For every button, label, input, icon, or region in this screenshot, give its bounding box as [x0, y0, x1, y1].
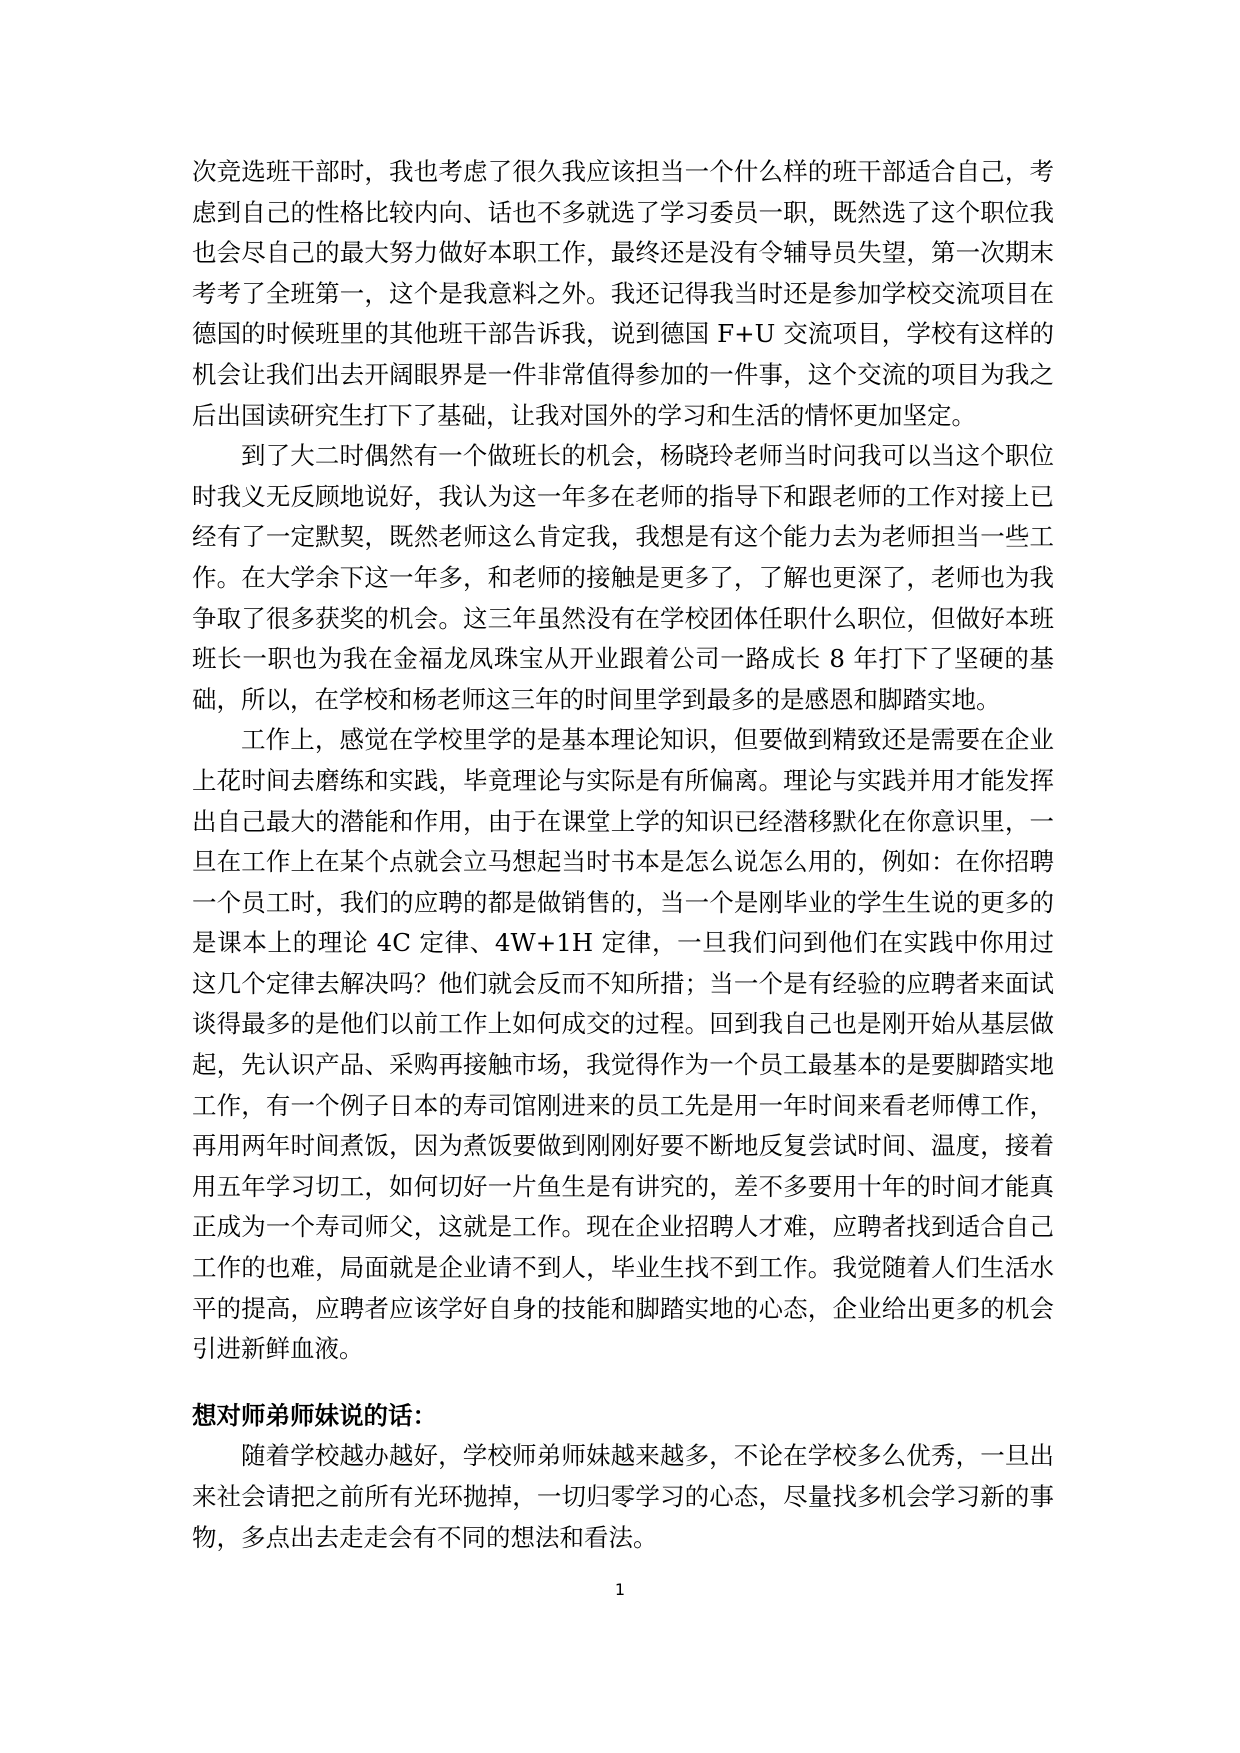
paragraph-class-monitor: 到了大二时偶然有一个做班长的机会，杨晓玲老师当时问我可以当这个职位时我义无反顾地说好，我认为这一年多在老师的指导下和跟老师的工作对接上已经有了一定默契，既然老师这么肯定我，我想是有这个能力去为老师担当一些工作。在大学余下这一年多，和老师的接触是更多了，了解也更深了，老师也为我争取了很多获奖的机会。这三年虽然没有在学校团体任职什么职位，但做好本班班长一职也为我在金福龙凤珠宝从开业跟着公司一路成长 8 年打下了坚硬的基础，所以，在学校和杨老师这三年的时间里学到最多的是感恩和脚踏实地。: [192, 441, 1054, 714]
page-number: 1: [614, 1580, 626, 1599]
section-heading: 想对师弟师妹说的话：: [192, 1400, 437, 1430]
document-body: [192, 152, 1054, 1558]
paragraph-advice: 随着学校越办越好，学校师弟师妹越来越多，不论在学校多么优秀，一旦出来社会请把之前所有光环抛掉，一切归零学习的心态，尽量找多机会学习新的事物，多点出去走走会有不同的想法和看法。: [192, 1441, 1054, 1552]
paragraph-work: 工作上，感觉在学校里学的是基本理论知识，但要做到精致还是需要在企业上花时间去磨练和实践，毕竟理论与实际是有所偏离。理论与实践并用才能发挥出自己最大的潜能和作用，由于在课堂上学的知识已经潜移默化在你意识里，一旦在工作上在某个点就会立马想起当时书本是怎么说怎么用的，例如：在你招聘一个员工时，我们的应聘的都是做销售的，当一个是刚毕业的学生生说的更多的是课本上的理论 4C 定律、4W+1H 定律，一旦我们问到他们在实践中你用过这几个定律去解决吗？他们就会反而不知所措；当一个是有经验的应聘者来面试谈得最多的是他们以前工作上如何成交的过程。回到我自己也是刚开始从基层做起，先认识产品、采购再接触市场，我觉得作为一个员工最基本的是要脚踏实地工作，有一个例子日本的寿司馆刚进来的员工先是用一年时间来看老师傅工作，再用两年时间煮饭，因为煮饭要做到刚刚好要不断地反复尝试时间、温度，接着用五年学习切工，如何切好一片鱼生是有讲究的，差不多要用十年的时间才能真正成为一个寿司师父，这就是工作。现在企业招聘人才难，应聘者找到适合自己工作的也难，局面就是企业请不到人，毕业生找不到工作。我觉随着人们生活水平的提高，应聘者应该学好自身的技能和脚踏实地的心态，企业给出更多的机会引进新鲜血液。: [192, 725, 1054, 1364]
paragraph-continued: 次竞选班干部时，我也考虑了很久我应该担当一个什么样的班干部适合自己，考虑到自己的性格比较内向、话也不多就选了学习委员一职，既然选了这个职位我也会尽自己的最大努力做好本职工作，最终还是没有令辅导员失望，第一次期末考考了全班第一，这个是我意料之外。我还记得我当时还是参加学校交流项目在德国的时候班里的其他班干部告诉我，说到德国 F+U 交流项目，学校有这样的机会让我们出去开阔眼界是一件非常值得参加的一件事，这个交流的项目为我之后出国读研究生打下了基础，让我对国外的学习和生活的情怀更加坚定。: [192, 157, 1054, 430]
